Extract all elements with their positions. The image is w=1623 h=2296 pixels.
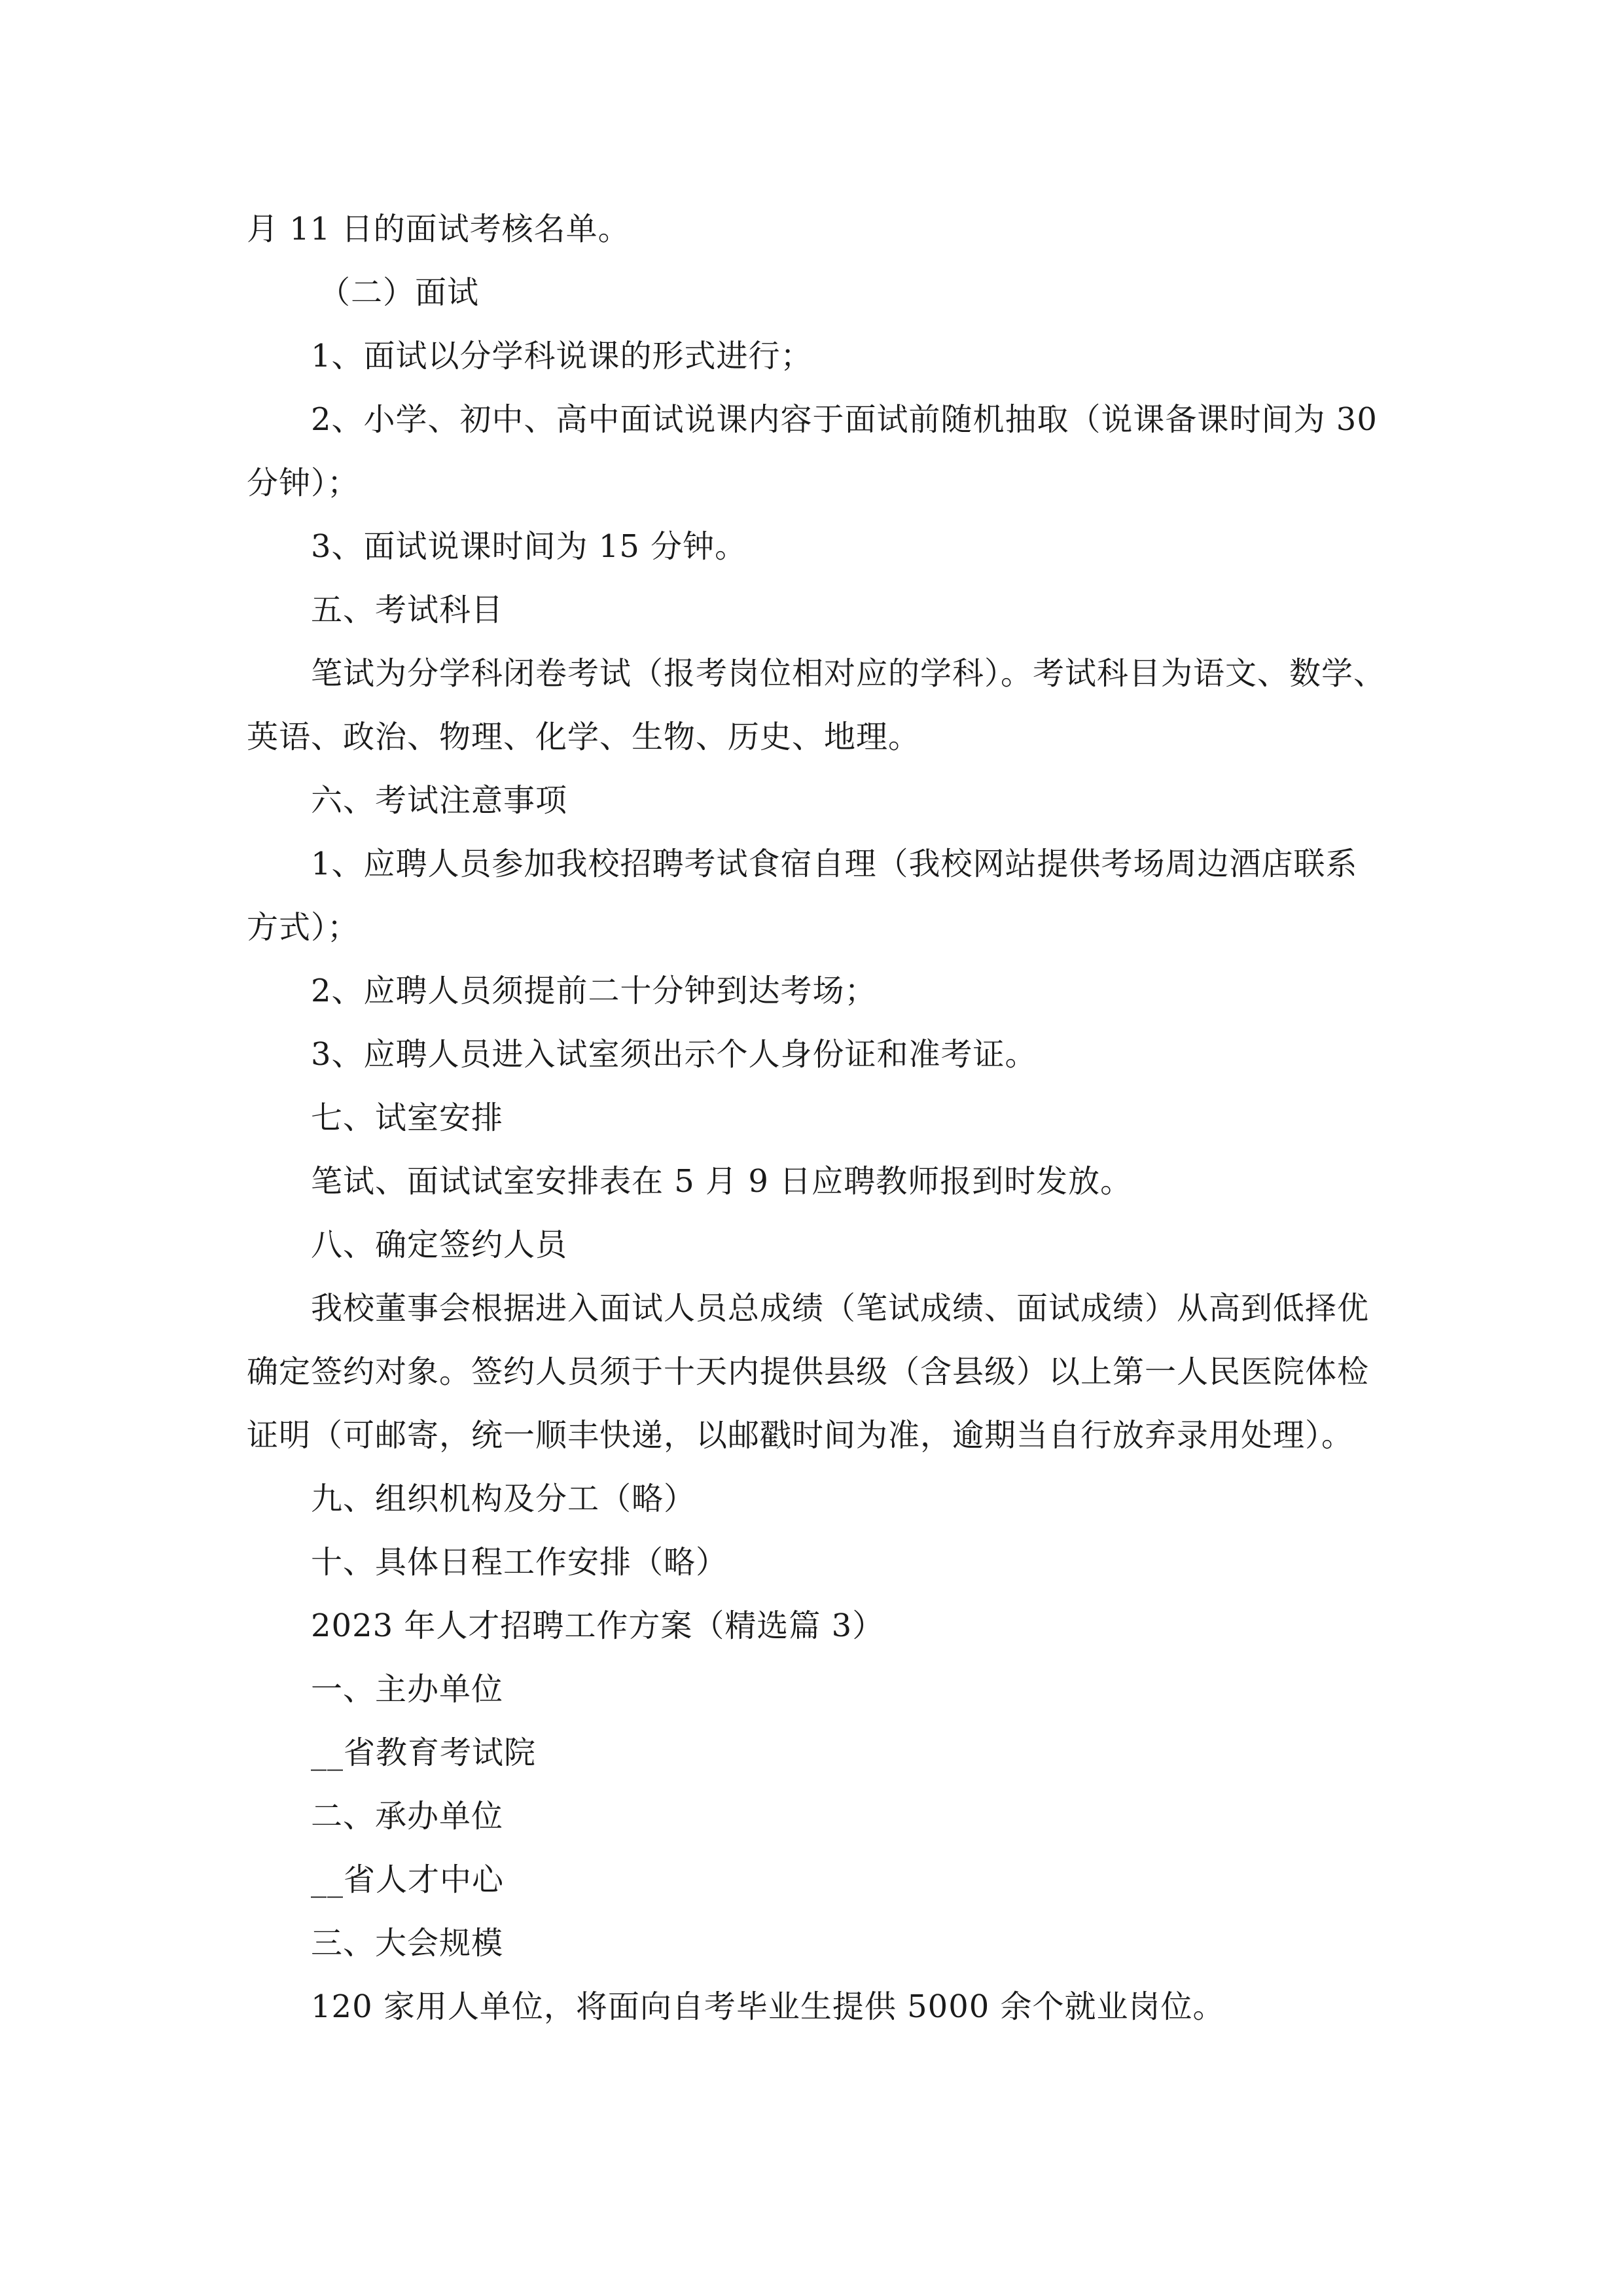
text-line: 1、面试以分学科说课的形式进行；: [311, 338, 813, 374]
section-heading: 八、确定签约人员: [311, 1227, 568, 1263]
text-line: 证明（可邮寄，统一顺丰快递，以邮戳时间为准，逾期当自行放弃录用处理）。: [247, 1417, 1354, 1454]
text-line: 3、应聘人员进入试室须出示个人身份证和准考证。: [311, 1036, 1037, 1073]
text-line: 120 家用人单位，将面向自考毕业生提供 5000 余个就业岗位。: [311, 1988, 1225, 2025]
text-line: 3、面试说课时间为 15 分钟。: [311, 528, 747, 565]
text-line: __省教育考试院: [311, 1734, 537, 1771]
text-line: __省人才中心: [311, 1861, 505, 1898]
text-line: 月 11 日的面试考核名单。: [247, 211, 630, 247]
section-heading: 七、试室安排: [311, 1100, 504, 1136]
text-line: 我校董事会根据进入面试人员总成绩（笔试成绩、面试成绩）从高到低择优: [311, 1290, 1370, 1327]
text-line: 1、应聘人员参加我校招聘考试食宿自理（我校网站提供考场周边酒店联系: [311, 846, 1358, 882]
text-line: 英语、政治、物理、化学、生物、历史、地理。: [247, 719, 921, 755]
section-heading: 十、具体日程工作安排（略）: [311, 1544, 728, 1581]
section-heading: 九、组织机构及分工（略）: [311, 1480, 696, 1517]
text-line: 确定签约对象。签约人员须于十天内提供县级（含县级）以上第一人民医院体检: [247, 1354, 1370, 1390]
text-line: 笔试为分学科闭卷考试（报考岗位相对应的学科）。考试科目为语文、数学、: [311, 655, 1386, 692]
section-heading: （二）面试: [319, 274, 480, 311]
section-heading: 二、承办单位: [311, 1798, 504, 1835]
article-title: 2023 年人才招聘工作方案（精选篇 3）: [311, 1607, 885, 1644]
text-line: 笔试、面试试室安排表在 5 月 9 日应聘教师报到时发放。: [311, 1163, 1133, 1200]
text-line: 分钟）；: [247, 465, 360, 501]
section-heading: 五、考试科目: [311, 592, 504, 628]
section-heading: 六、考试注意事项: [311, 782, 568, 819]
text-line: 方式）；: [247, 909, 360, 946]
section-heading: 一、主办单位: [311, 1671, 504, 1708]
text-line: 2、应聘人员须提前二十分钟到达考场；: [311, 973, 877, 1009]
section-heading: 三、大会规模: [311, 1925, 504, 1962]
text-line: 2、小学、初中、高中面试说课内容于面试前随机抽取（说课备课时间为 30: [311, 401, 1378, 438]
